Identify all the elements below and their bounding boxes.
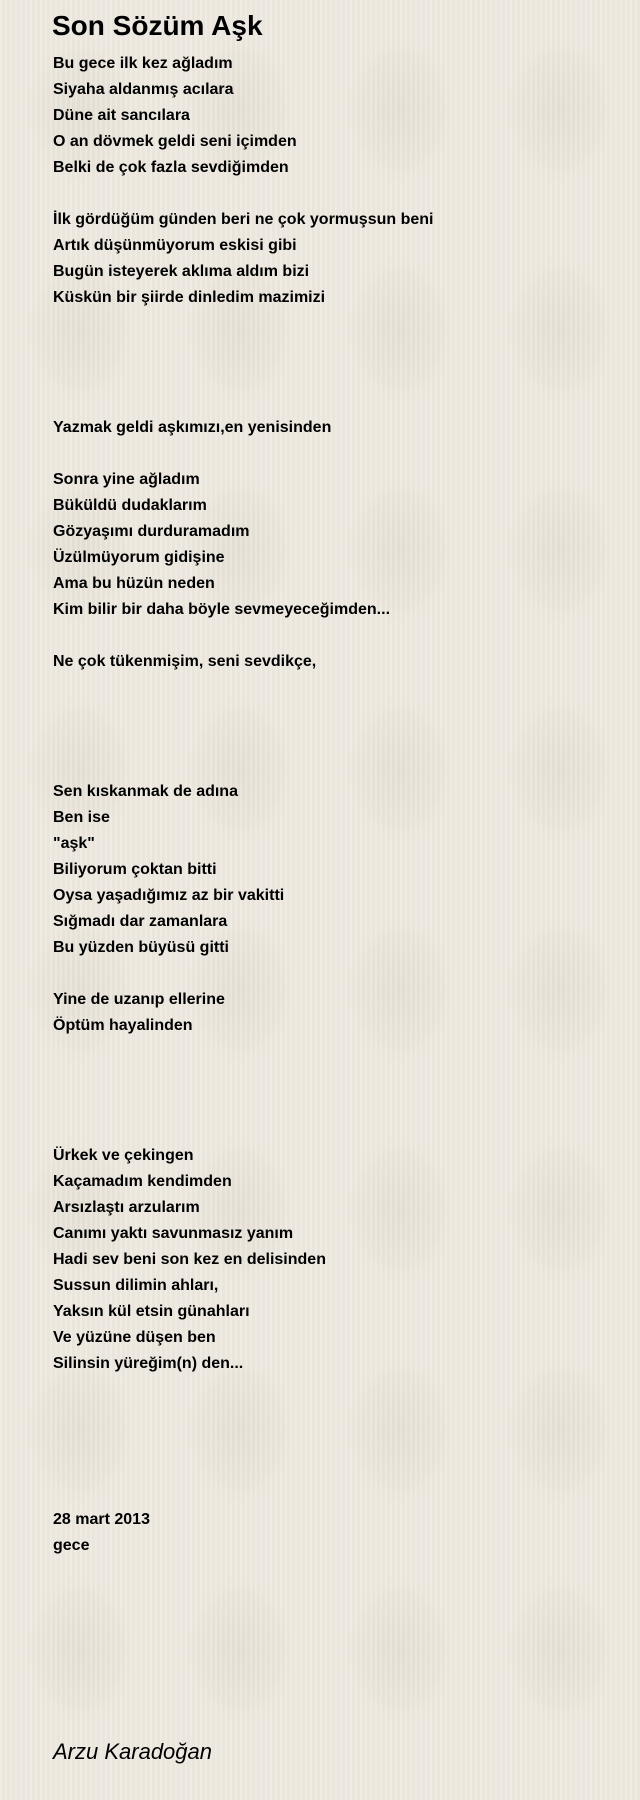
poem-line: Ne çok tükenmişim, seni sevdikçe, [53, 653, 317, 670]
stanza-gap [53, 701, 613, 727]
poem-line: Yazmak geldi aşkımızı,en yenisinden [53, 419, 332, 436]
poem-line: Belki de çok fazla sevdiğimden [53, 159, 289, 176]
stanza-gap [53, 1429, 613, 1455]
stanza-gap [53, 181, 613, 207]
poem-line: Sonra yine ağladım [53, 471, 200, 488]
poem-line: Bugün isteyerek aklıma aldım bizi [53, 263, 310, 280]
poem-line: Küskün bir şiirde dinledim mazimizi [53, 289, 326, 306]
poem-line: Ve yüzüne düşen ben [53, 1329, 216, 1346]
poem-line: Artık düşünmüyorum eskisi gibi [53, 237, 297, 254]
poem-line: gece [53, 1537, 90, 1554]
stanza-gap [53, 1039, 613, 1065]
stanza-gap [53, 961, 613, 987]
poem-line: Düne ait sancılara [53, 107, 190, 124]
poem-line: Ürkek ve çekingen [53, 1147, 194, 1164]
stanza-gap [53, 1455, 613, 1481]
poem-line: O an dövmek geldi seni içimden [53, 133, 297, 150]
stanza-gap [53, 337, 613, 363]
stanza-gap [53, 363, 613, 389]
poem-line: Kim bilir bir daha böyle sevmeyeceğimden... [53, 601, 391, 618]
poem-line: Sen kıskanmak de adına [53, 783, 238, 800]
poem-author: Arzu Karadoğan [53, 1739, 212, 1764]
stanza-gap [53, 1403, 613, 1429]
poem-line: Bu yüzden büyüsü gitti [53, 939, 229, 956]
poem-line: Büküldü dudaklarım [53, 497, 207, 514]
stanza-gap [53, 1065, 613, 1091]
stanza-gap [53, 1091, 613, 1117]
poem-line: Canımı yaktı savunmasız yanım [53, 1225, 294, 1242]
stanza-gap [53, 311, 613, 337]
poem-line: Öptüm hayalinden [53, 1017, 193, 1034]
stanza-gap [53, 753, 613, 779]
stanza-gap [53, 1377, 613, 1403]
poem-line: İlk gördüğüm günden beri ne çok yormuşsun beni [53, 211, 434, 228]
poem-line: "aşk" [53, 835, 95, 852]
poem-line: Arsızlaştı arzularım [53, 1199, 200, 1216]
stanza-gap [53, 1117, 613, 1143]
poem-title: Son Sözüm Aşk [52, 10, 263, 41]
stanza-gap [53, 727, 613, 753]
stanza-gap [53, 441, 613, 467]
poem-line: Ben ise [53, 809, 110, 826]
poem-line: Oysa yaşadığımız az bir vakitti [53, 887, 285, 904]
poem-line: Hadi sev beni son kez en delisinden [53, 1251, 326, 1268]
poem-line: Ama bu hüzün neden [53, 575, 215, 592]
poem-line: Kaçamadım kendimden [53, 1173, 232, 1190]
stanza-gap [53, 623, 613, 649]
poem-line: Sığmadı dar zamanlara [53, 913, 228, 930]
poem-line: Yaksın kül etsin günahları [53, 1303, 250, 1320]
poem-line: Bu gece ilk kez ağladım [53, 55, 233, 72]
poem-line: Gözyaşımı durduramadım [53, 523, 250, 540]
poem-line: Yine de uzanıp ellerine [53, 991, 225, 1008]
poem-line: Üzülmüyorum gidişine [53, 549, 225, 566]
poem-line: Siyaha aldanmış acılara [53, 81, 234, 98]
stanza-gap [53, 389, 613, 415]
poem-body [53, 51, 613, 1559]
stanza-gap [53, 1481, 613, 1507]
poem-line: Silinsin yüreğim(n) den... [53, 1355, 244, 1372]
stanza-gap [53, 675, 613, 701]
poem-line: Sussun dilimin ahları, [53, 1277, 219, 1294]
poem-line: 28 mart 2013 [53, 1511, 150, 1528]
poem-line: Biliyorum çoktan bitti [53, 861, 217, 878]
